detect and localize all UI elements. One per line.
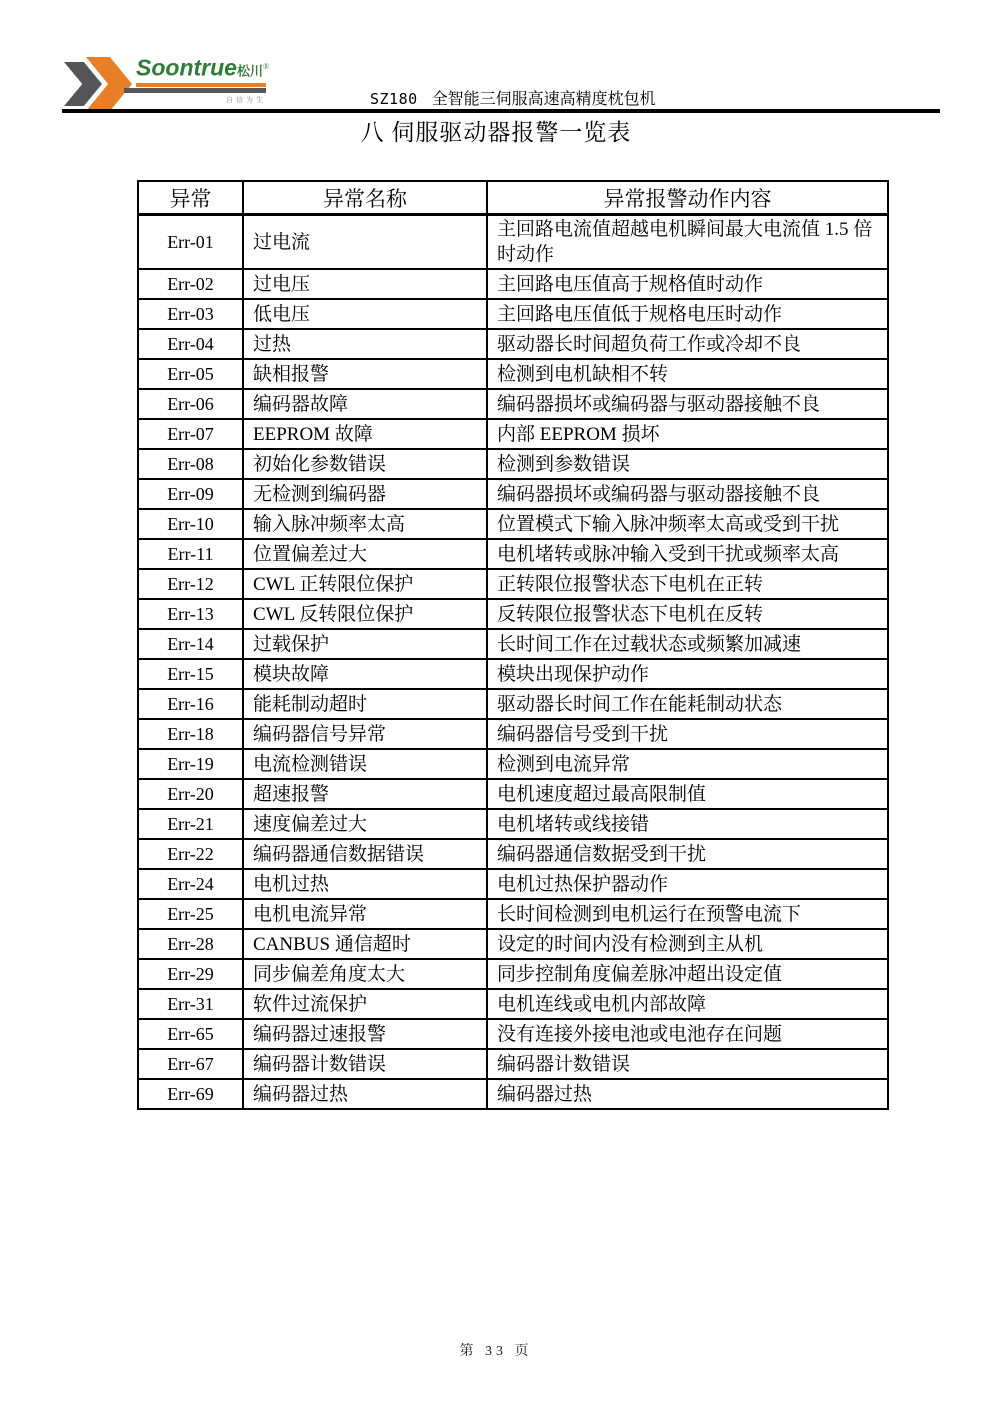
- alarm-table-head: [138, 181, 888, 215]
- table-row: [138, 989, 888, 1019]
- error-name-cell: 编码器计数错误: [243, 1049, 487, 1079]
- error-action-cell: 编码器过热: [487, 1079, 888, 1109]
- error-action-cell: 主回路电压值低于规格电压时动作: [487, 299, 888, 329]
- error-code-cell: Err-22: [138, 839, 243, 869]
- error-code-cell: Err-04: [138, 329, 243, 359]
- error-name-cell: 速度偏差过大: [243, 809, 487, 839]
- error-name-cell: 过电压: [243, 269, 487, 299]
- error-action-cell: 编码器信号受到干扰: [487, 719, 888, 749]
- error-name-cell: 电机电流异常: [243, 899, 487, 929]
- error-name-cell: 编码器过速报警: [243, 1019, 487, 1049]
- error-name-cell: CANBUS 通信超时: [243, 929, 487, 959]
- brand-wordmark: Soontrue: [136, 54, 237, 81]
- error-code-cell: Err-29: [138, 959, 243, 989]
- error-name-cell: 电机过热: [243, 869, 487, 899]
- logo-slogan: 自信为生: [226, 97, 266, 105]
- error-code-cell: Err-65: [138, 1019, 243, 1049]
- error-action-cell: 检测到电流异常: [487, 749, 888, 779]
- error-name-cell: 超速报警: [243, 779, 487, 809]
- error-action-cell: 同步控制角度偏差脉冲超出设定值: [487, 959, 888, 989]
- error-name-cell: 软件过流保护: [243, 989, 487, 1019]
- error-code-cell: Err-06: [138, 389, 243, 419]
- error-code-cell: Err-18: [138, 719, 243, 749]
- error-name-cell: EEPROM 故障: [243, 419, 487, 449]
- soontrue-logo: [60, 52, 270, 110]
- error-code-cell: Err-12: [138, 569, 243, 599]
- error-action-cell: 电机堵转或线接错: [487, 809, 888, 839]
- table-row: [138, 215, 888, 270]
- table-row: [138, 839, 888, 869]
- table-row: [138, 1049, 888, 1079]
- error-action-cell: 长时间检测到电机运行在预警电流下: [487, 899, 888, 929]
- table-row: [138, 869, 888, 899]
- doc-machine-title: 全智能三伺服高速高精度枕包机: [431, 91, 656, 108]
- header-rule: [62, 109, 940, 113]
- error-name-cell: 编码器信号异常: [243, 719, 487, 749]
- table-row: [138, 689, 888, 719]
- error-action-cell: 编码器计数错误: [487, 1049, 888, 1079]
- error-code-cell: Err-67: [138, 1049, 243, 1079]
- error-name-cell: 过载保护: [243, 629, 487, 659]
- error-code-cell: Err-09: [138, 479, 243, 509]
- table-row: [138, 959, 888, 989]
- error-code-cell: Err-11: [138, 539, 243, 569]
- error-name-cell: CWL 正转限位保护: [243, 569, 487, 599]
- error-name-cell: 编码器通信数据错误: [243, 839, 487, 869]
- error-action-cell: 检测到电机缺相不转: [487, 359, 888, 389]
- error-action-cell: 正转限位报警状态下电机在正转: [487, 569, 888, 599]
- error-name-cell: 模块故障: [243, 659, 487, 689]
- error-action-cell: 检测到参数错误: [487, 449, 888, 479]
- logo-wordmark-line: [136, 54, 270, 83]
- error-name-cell: 低电压: [243, 299, 487, 329]
- error-code-cell: Err-16: [138, 689, 243, 719]
- error-action-cell: 驱动器长时间超负荷工作或冷却不良: [487, 329, 888, 359]
- document-header-text: [370, 86, 656, 109]
- doc-model-code: SZ180: [370, 90, 418, 108]
- error-code-cell: Err-13: [138, 599, 243, 629]
- error-action-cell: 驱动器长时间工作在能耗制动状态: [487, 689, 888, 719]
- error-action-cell: 反转限位报警状态下电机在反转: [487, 599, 888, 629]
- error-code-cell: Err-08: [138, 449, 243, 479]
- error-code-cell: Err-14: [138, 629, 243, 659]
- page-footer: [0, 1340, 992, 1360]
- error-name-cell: 无检测到编码器: [243, 479, 487, 509]
- table-row: [138, 359, 888, 389]
- col-header-action: 异常报警动作内容: [487, 181, 888, 215]
- table-row: [138, 809, 888, 839]
- error-code-cell: Err-03: [138, 299, 243, 329]
- error-name-cell: 编码器过热: [243, 1079, 487, 1109]
- alarm-table: [137, 180, 889, 1110]
- error-code-cell: Err-02: [138, 269, 243, 299]
- logo-bar-gray: [124, 88, 266, 93]
- error-name-cell: 编码器故障: [243, 389, 487, 419]
- table-header-row: [138, 181, 888, 215]
- error-name-cell: CWL 反转限位保护: [243, 599, 487, 629]
- page-number: 第 33 页: [459, 1344, 533, 1359]
- error-action-cell: 编码器损坏或编码器与驱动器接触不良: [487, 389, 888, 419]
- table-row: [138, 269, 888, 299]
- error-action-cell: 编码器损坏或编码器与驱动器接触不良: [487, 479, 888, 509]
- table-row: [138, 719, 888, 749]
- error-action-cell: 电机连线或电机内部故障: [487, 989, 888, 1019]
- table-row: [138, 1019, 888, 1049]
- error-action-cell: 模块出现保护动作: [487, 659, 888, 689]
- logo-bar-orange: [136, 83, 266, 87]
- table-row: [138, 539, 888, 569]
- error-action-cell: 主回路电流值超越电机瞬间最大电流值 1.5 倍时动作: [487, 215, 888, 270]
- table-row: [138, 659, 888, 689]
- error-code-cell: Err-21: [138, 809, 243, 839]
- error-name-cell: 过电流: [243, 215, 487, 270]
- table-row: [138, 299, 888, 329]
- error-action-cell: 位置模式下输入脉冲频率太高或受到干扰: [487, 509, 888, 539]
- table-row: [138, 629, 888, 659]
- alarm-table-body: [138, 215, 888, 1110]
- error-code-cell: Err-25: [138, 899, 243, 929]
- error-action-cell: 电机速度超过最高限制值: [487, 779, 888, 809]
- error-name-cell: 缺相报警: [243, 359, 487, 389]
- table-row: [138, 419, 888, 449]
- error-name-cell: 电流检测错误: [243, 749, 487, 779]
- error-name-cell: 位置偏差过大: [243, 539, 487, 569]
- error-code-cell: Err-05: [138, 359, 243, 389]
- error-name-cell: 同步偏差角度太大: [243, 959, 487, 989]
- table-row: [138, 1079, 888, 1109]
- table-row: [138, 779, 888, 809]
- table-row: [138, 929, 888, 959]
- error-action-cell: 设定的时间内没有检测到主从机: [487, 929, 888, 959]
- registered-trademark-icon: ®: [262, 62, 270, 71]
- error-code-cell: Err-69: [138, 1079, 243, 1109]
- error-action-cell: 编码器通信数据受到干扰: [487, 839, 888, 869]
- error-code-cell: Err-07: [138, 419, 243, 449]
- table-row: [138, 569, 888, 599]
- table-row: [138, 509, 888, 539]
- table-row: [138, 749, 888, 779]
- error-code-cell: Err-15: [138, 659, 243, 689]
- error-name-cell: 能耗制动超时: [243, 689, 487, 719]
- error-code-cell: Err-10: [138, 509, 243, 539]
- col-header-name: 异常名称: [243, 181, 487, 215]
- table-row: [138, 329, 888, 359]
- error-name-cell: 过热: [243, 329, 487, 359]
- error-action-cell: 主回路电压值高于规格值时动作: [487, 269, 888, 299]
- error-code-cell: Err-20: [138, 779, 243, 809]
- error-action-cell: 长时间工作在过载状态或频繁加减速: [487, 629, 888, 659]
- error-action-cell: 电机堵转或脉冲输入受到干扰或频率太高: [487, 539, 888, 569]
- brand-chinese: 松川: [236, 63, 263, 79]
- table-row: [138, 479, 888, 509]
- table-row: [138, 389, 888, 419]
- table-row: [138, 599, 888, 629]
- error-code-cell: Err-24: [138, 869, 243, 899]
- error-action-cell: 没有连接外接电池或电池存在问题: [487, 1019, 888, 1049]
- error-action-cell: 电机过热保护器动作: [487, 869, 888, 899]
- error-name-cell: 初始化参数错误: [243, 449, 487, 479]
- table-row: [138, 899, 888, 929]
- error-code-cell: Err-28: [138, 929, 243, 959]
- error-action-cell: 内部 EEPROM 损坏: [487, 419, 888, 449]
- error-name-cell: 输入脉冲频率太高: [243, 509, 487, 539]
- error-code-cell: Err-19: [138, 749, 243, 779]
- error-code-cell: Err-31: [138, 989, 243, 1019]
- logo-wordmark-block: [136, 54, 270, 105]
- table-row: [138, 449, 888, 479]
- col-header-error: 异常: [138, 181, 243, 215]
- section-title: 八 伺服驱动器报警一览表: [360, 120, 632, 145]
- error-code-cell: Err-01: [138, 215, 243, 270]
